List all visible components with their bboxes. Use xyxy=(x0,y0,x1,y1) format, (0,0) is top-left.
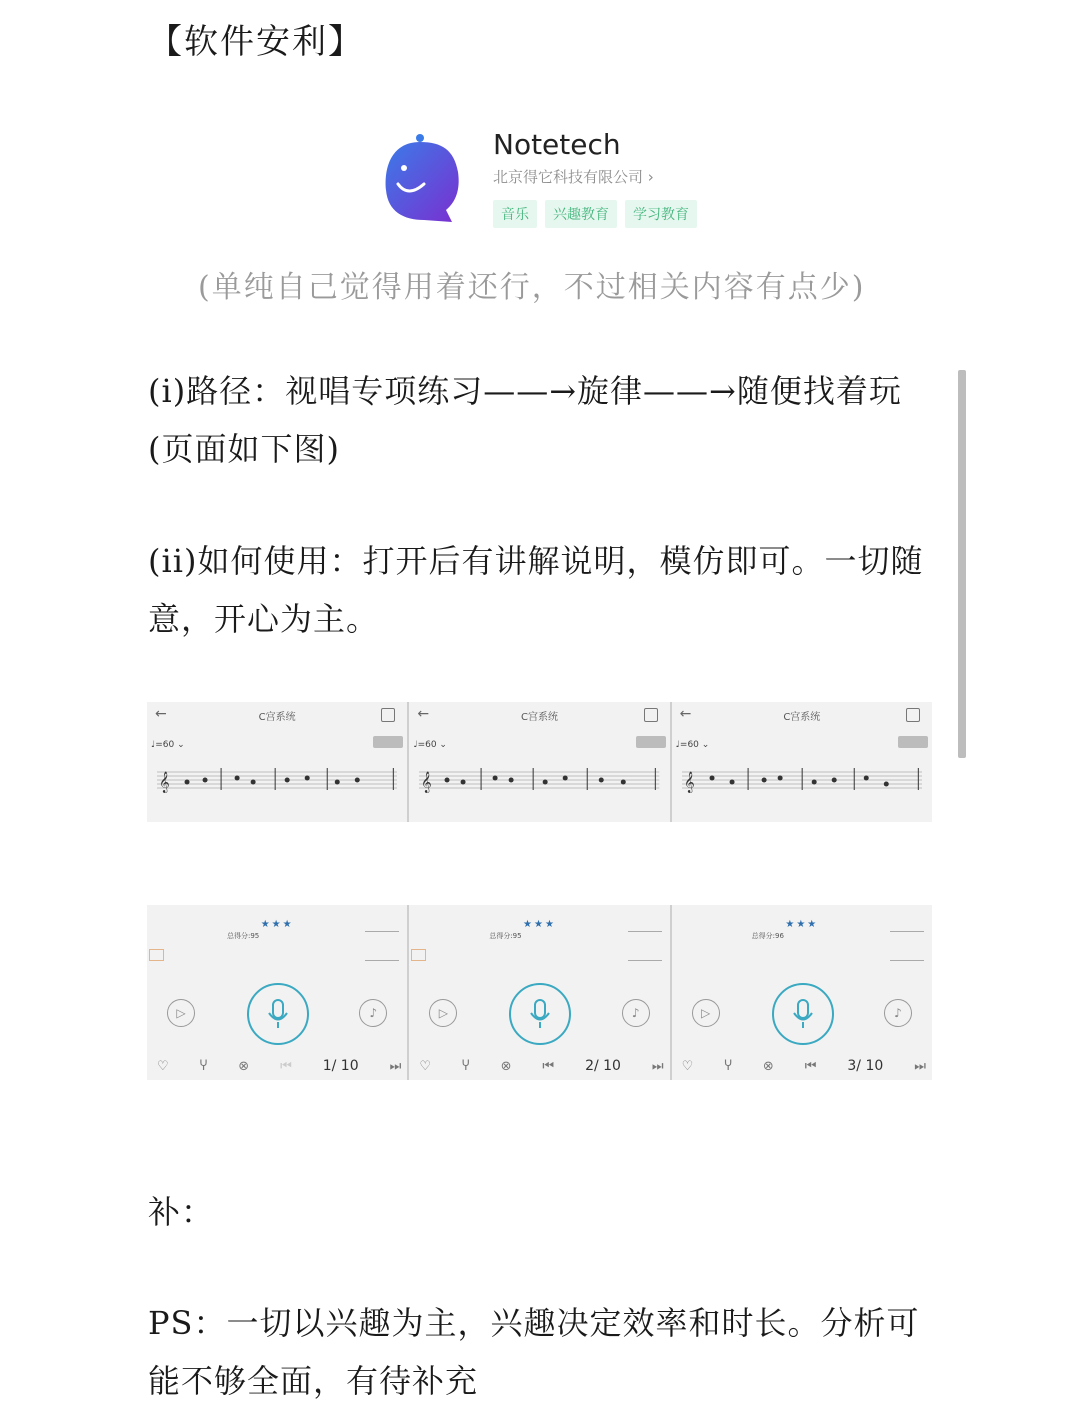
usage-paragraph: (ii)如何使用：打开后有讲解说明，模仿即可。一切随意，开心为主。 xyxy=(148,542,924,638)
play-icon[interactable]: ▷ xyxy=(429,999,457,1027)
side-notes xyxy=(890,931,924,961)
tempo-selector[interactable]: ♩=60 ⌄ xyxy=(675,740,710,750)
panel-title: C宫系统 xyxy=(783,712,821,723)
orange-badge xyxy=(411,949,426,961)
close-circle-icon[interactable]: ⊗ xyxy=(762,1058,774,1074)
scrollbar[interactable] xyxy=(958,370,966,758)
page-indicator: 2/ 10 xyxy=(585,1058,621,1074)
microphone-icon xyxy=(528,998,552,1030)
heart-icon[interactable]: ♡ xyxy=(419,1058,431,1074)
microphone-button[interactable] xyxy=(247,983,309,1045)
rating-stars: ★★★ xyxy=(785,919,819,930)
music-staff xyxy=(157,766,397,806)
menu-icon[interactable] xyxy=(906,708,920,722)
back-arrow-icon[interactable]: ← xyxy=(155,706,167,722)
app-card[interactable] xyxy=(380,120,720,240)
score-text: 总得分:95 xyxy=(489,932,522,940)
toggle-switch[interactable] xyxy=(636,736,666,748)
recording-panel xyxy=(672,905,932,1080)
recording-playback-icon[interactable]: ♪ xyxy=(359,999,387,1027)
fork-icon[interactable]: Ⴤ xyxy=(199,1058,208,1074)
rating-stars: ★★★ xyxy=(260,919,294,930)
orange-badge xyxy=(149,949,164,961)
app-note: (单纯自己觉得用着还行，不过相关内容有点少) xyxy=(198,270,866,305)
music-staff xyxy=(419,766,659,806)
sheet-panel xyxy=(147,702,409,822)
bottom-toolbar xyxy=(419,1056,663,1076)
close-circle-icon[interactable]: ⊗ xyxy=(500,1058,512,1074)
score-text: 总得分:95 xyxy=(227,932,260,940)
next-icon[interactable]: ⏭ xyxy=(651,1058,664,1074)
close-circle-icon[interactable]: ⊗ xyxy=(238,1058,250,1074)
addendum-label: 补： xyxy=(148,1193,215,1231)
page-indicator: 1/ 10 xyxy=(322,1058,359,1074)
ps-paragraph: PS：一切以兴趣为主，兴趣决定效率和时长。分析可能不够全面，有待补充 xyxy=(148,1304,920,1400)
heart-icon[interactable]: ♡ xyxy=(157,1058,169,1074)
microphone-button[interactable] xyxy=(509,983,571,1045)
toggle-switch[interactable] xyxy=(373,736,403,748)
app-name: Notetech xyxy=(493,128,621,161)
side-notes xyxy=(365,931,399,961)
toggle-switch[interactable] xyxy=(898,736,928,748)
panel-title: C宫系统 xyxy=(521,712,558,723)
tag-study-education[interactable]: 学习教育 xyxy=(625,200,697,228)
app-company-link[interactable]: 北京得它科技有限公司 › xyxy=(493,168,654,186)
tempo-selector[interactable]: ♩=60 ⌄ xyxy=(151,740,185,750)
sheet-music-screenshots xyxy=(147,702,932,822)
bottom-toolbar xyxy=(682,1056,926,1076)
microphone-icon xyxy=(266,998,290,1030)
recording-screenshots xyxy=(147,905,932,1080)
microphone-icon xyxy=(791,998,815,1030)
side-notes xyxy=(628,931,662,961)
sheet-panel xyxy=(672,702,932,822)
recording-playback-icon[interactable]: ♪ xyxy=(884,999,912,1027)
fork-icon[interactable]: Ⴤ xyxy=(724,1058,732,1074)
heart-icon[interactable]: ♡ xyxy=(681,1058,694,1074)
svg-text:𝄞: 𝄞 xyxy=(683,772,695,793)
prev-icon[interactable]: ⏮ xyxy=(542,1058,555,1074)
svg-text:𝄞: 𝄞 xyxy=(159,772,170,793)
play-icon[interactable]: ▷ xyxy=(692,999,720,1027)
panel-title: C宫系统 xyxy=(258,712,296,723)
sheet-panel xyxy=(409,702,671,822)
rating-stars: ★★★ xyxy=(523,919,556,930)
back-arrow-icon[interactable]: ← xyxy=(679,706,692,722)
svg-text:𝄞: 𝄞 xyxy=(421,772,432,793)
microphone-button[interactable] xyxy=(772,983,834,1045)
tempo-selector[interactable]: ♩=60 ⌄ xyxy=(413,740,447,750)
recording-panel xyxy=(409,905,671,1080)
score-text: 总得分:96 xyxy=(751,932,784,940)
prev-icon[interactable]: ⏮ xyxy=(280,1058,292,1074)
next-icon[interactable]: ⏭ xyxy=(914,1058,926,1074)
recording-panel xyxy=(147,905,409,1080)
next-icon[interactable]: ⏭ xyxy=(389,1058,402,1074)
bottom-toolbar xyxy=(157,1056,401,1076)
prev-icon[interactable]: ⏮ xyxy=(804,1058,817,1074)
menu-icon[interactable] xyxy=(644,708,658,722)
path-paragraph: (i)路径：视唱专项练习——→旋律——→随便找着玩(页面如下图) xyxy=(148,372,902,468)
fork-icon[interactable]: Ⴤ xyxy=(461,1058,470,1074)
menu-icon[interactable] xyxy=(381,708,395,722)
page-indicator: 3/ 10 xyxy=(847,1058,884,1074)
play-icon[interactable]: ▷ xyxy=(167,999,195,1027)
back-arrow-icon[interactable]: ← xyxy=(417,706,430,722)
article-heading: 【软件安利】 xyxy=(148,22,364,62)
tag-interest-education[interactable]: 兴趣教育 xyxy=(545,200,617,228)
bird-logo-icon xyxy=(380,120,462,225)
tag-music[interactable]: 音乐 xyxy=(493,200,537,228)
music-staff xyxy=(682,766,922,806)
recording-playback-icon[interactable]: ♪ xyxy=(622,999,650,1027)
app-tags xyxy=(493,200,697,228)
